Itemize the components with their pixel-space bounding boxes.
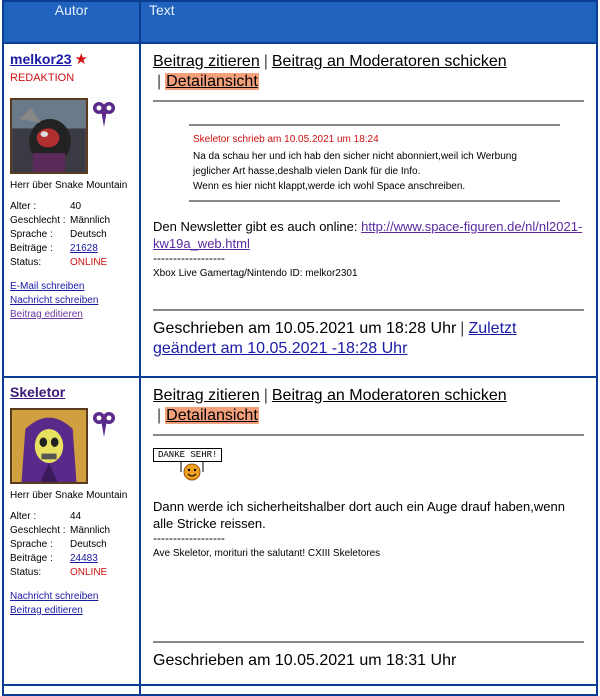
- star-icon: ★: [74, 51, 88, 68]
- post-row: [3, 377, 597, 685]
- post-row: [3, 43, 597, 377]
- post-row: [3, 685, 597, 695]
- status-badge: ONLINE: [70, 257, 108, 268]
- stat-value-sprache: Deutsch: [70, 229, 107, 240]
- quote-line: Na da schau her und ich hab den sicher nicht abonniert,weil ich Werbung: [193, 151, 517, 162]
- quote-post-link[interactable]: Beitrag zitieren: [153, 53, 260, 70]
- newsletter-link[interactable]: http://www.space-figuren.de/nl/nl2021-kw19a_web.html: [153, 219, 583, 251]
- post-date: Geschrieben am 10.05.2021 um 18:31 Uhr: [153, 652, 457, 669]
- author-stats: [10, 511, 139, 581]
- quote-post-link[interactable]: Beitrag zitieren: [153, 387, 260, 404]
- last-edited-link[interactable]: Zuletzt geändert am 10.05.2021 -18:28 Uhr: [153, 320, 517, 357]
- author-panel: [3, 377, 140, 685]
- author-panel: [3, 685, 140, 695]
- separator: |: [460, 320, 465, 337]
- post-content: [140, 685, 597, 695]
- quote-line: Wenn es hier nicht klappt,werde ich wohl Space anschreiben.: [193, 181, 466, 192]
- post-actions: [153, 52, 584, 92]
- separator: |: [157, 407, 162, 424]
- signature-separator: ------------------: [153, 251, 225, 265]
- author-panel: [3, 43, 140, 377]
- quote-box: [189, 124, 560, 202]
- stat-label-geschlecht: Geschlecht :: [10, 525, 66, 536]
- quote-divider-top: [189, 124, 560, 126]
- divider: [153, 641, 584, 643]
- stat-value-geschlecht: Männlich: [70, 525, 111, 536]
- detail-view-link[interactable]: Detailansicht: [166, 73, 258, 90]
- stat-value-beitraege-link[interactable]: 21628: [70, 243, 98, 254]
- author-links: [10, 281, 139, 323]
- divider: [153, 434, 584, 436]
- stat-label-beitraege: Beiträge :: [10, 243, 53, 254]
- author-stats: [10, 201, 139, 271]
- quote-text: [193, 149, 560, 194]
- stat-label-geschlecht: Geschlecht :: [10, 215, 66, 226]
- rank-icon: [92, 410, 116, 438]
- author-name-link[interactable]: melkor23: [10, 51, 72, 67]
- stat-label-alter: Alter :: [10, 511, 37, 522]
- column-header-text: Text: [140, 1, 597, 43]
- rank-icon: [92, 100, 116, 128]
- table-header-row: [3, 1, 597, 43]
- stat-label-sprache: Sprache :: [10, 539, 53, 550]
- column-header-autor: Autor: [3, 1, 140, 43]
- stat-value-alter: 44: [70, 511, 82, 522]
- stat-label-status: Status:: [10, 567, 42, 578]
- danke-sign: DANKE SEHR!: [153, 448, 222, 462]
- signature: Ave Skeletor, morituri the salutant! CXIII Skeletores: [153, 548, 381, 559]
- email-link[interactable]: E-Mail schreiben: [10, 281, 85, 292]
- post-content: [140, 43, 597, 377]
- signature-separator: ------------------: [153, 531, 225, 545]
- separator: |: [263, 53, 268, 70]
- post-footer: [153, 319, 584, 359]
- detail-view-link[interactable]: Detailansicht: [166, 407, 258, 424]
- post-text: Den Newsletter gibt es auch online:: [153, 219, 362, 234]
- stat-value-alter: 40: [70, 201, 82, 212]
- report-post-link[interactable]: Beitrag an Moderatoren schicken: [271, 387, 507, 404]
- danke-smiley: [153, 448, 584, 484]
- quote-line: jeglicher Art hasse,deshalb vielen Dank für die Info.: [193, 166, 421, 177]
- post-footer: [153, 651, 584, 671]
- post-body: [153, 498, 584, 532]
- author-role: REDAKTION: [10, 72, 75, 84]
- report-post-link[interactable]: Beitrag an Moderatoren schicken: [271, 53, 507, 70]
- separator: |: [263, 387, 268, 404]
- author-title: Herr über Snake Mountain: [10, 180, 128, 191]
- avatar: [10, 98, 88, 174]
- edit-post-link[interactable]: Beitrag editieren: [10, 309, 83, 320]
- forum-thread: [2, 0, 598, 692]
- smiley-icon: [177, 462, 207, 482]
- author-name-link[interactable]: Skeletor: [10, 384, 66, 400]
- author-title: Herr über Snake Mountain: [10, 490, 128, 501]
- edit-post-link[interactable]: Beitrag editieren: [10, 605, 83, 616]
- stat-label-alter: Alter :: [10, 201, 37, 212]
- stat-label-sprache: Sprache :: [10, 229, 53, 240]
- stat-value-geschlecht: Männlich: [70, 215, 111, 226]
- divider: [153, 309, 584, 311]
- posts-table: [2, 0, 598, 696]
- post-actions: [153, 386, 584, 426]
- stat-label-beitraege: Beiträge :: [10, 553, 53, 564]
- stat-value-beitraege-link[interactable]: 24483: [70, 553, 98, 564]
- separator: |: [157, 73, 162, 90]
- post-body: [153, 218, 584, 252]
- post-text: Dann werde ich sicherheitshalber dort auch ein Auge drauf haben,wenn alle Stricke reissen.: [153, 499, 565, 531]
- quote-header: Skeletor schrieb am 10.05.2021 um 18:24: [193, 134, 379, 145]
- stat-label-status: Status:: [10, 257, 42, 268]
- avatar: [10, 408, 88, 484]
- status-badge: ONLINE: [70, 567, 108, 578]
- signature: Xbox Live Gamertag/Nintendo ID: melkor2301: [153, 268, 358, 279]
- post-date: Geschrieben am 10.05.2021 um 18:28 Uhr: [153, 320, 457, 337]
- quote-divider-bottom: [189, 200, 560, 202]
- message-link[interactable]: Nachricht schreiben: [10, 591, 99, 602]
- message-link[interactable]: Nachricht schreiben: [10, 295, 99, 306]
- stat-value-sprache: Deutsch: [70, 539, 107, 550]
- post-content: [140, 377, 597, 685]
- author-links: [10, 591, 139, 619]
- divider: [153, 100, 584, 102]
